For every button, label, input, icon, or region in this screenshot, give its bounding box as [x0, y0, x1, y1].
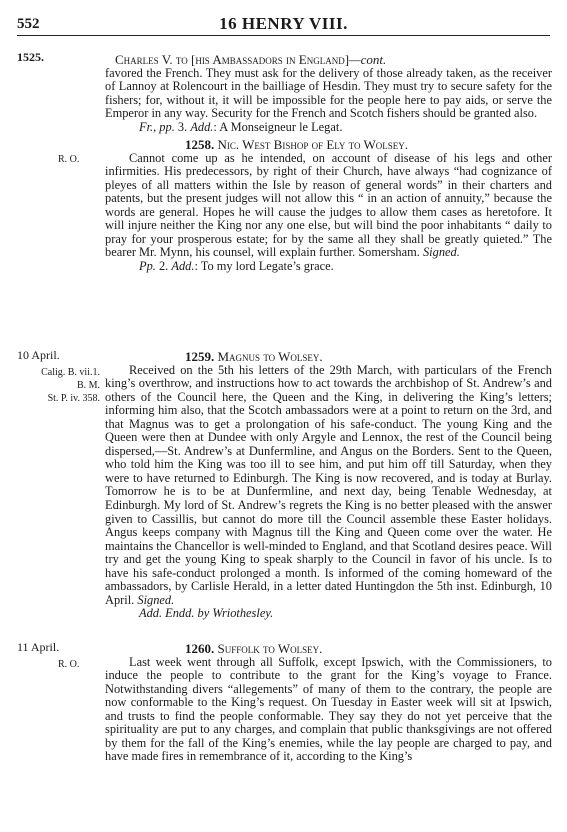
margin-source: Calig. B. vii.1.	[41, 367, 100, 378]
entry-1259	[105, 350, 552, 621]
entry-note: Add. Endd. by Wriothesley.	[139, 606, 274, 621]
entry-heading: Charles V. to [his Ambassadors in England]—cont.	[115, 52, 387, 67]
entry-body: Cannot come up as he intended, on account of disease of his legs and other infirmities. His predecessors, by right of their Church, have always “had cognizance of pleyes of all matters within the Isle by reason of general words” in their charters and patents, but the present judges will not allow this “ in an action of annuity,” because the words are general. Hopes he will cause the judges to allow them cases as heretofore. It will injure neither the King nor any one else, but will bind the poor inhabitants “ daily to pray for your prosperous estate; for by the same all they shall be greatly quieted.” The bearer Mr. Mynn, his counsel, will explain further. Somersham. Signed.	[105, 150, 552, 260]
header-rule	[17, 35, 550, 36]
page-header	[0, 10, 567, 34]
margin-source: R. O.	[58, 154, 80, 165]
entry-note: Pp. 2. Add.: To my lord Legate’s grace.	[139, 258, 334, 273]
entry-1260	[105, 642, 552, 764]
entry-body: favored the French. They must ask for the delivery of those already taken, as the receiver of Lannoy at Rolencourt in the bailliage of Hesdin. They must try to secure safety for the fishers; for, without it, it will be impossible for the people here to pay aids, or serve the Emperor in any way. Security for the French and Scotch fishers should be granted also.	[105, 65, 552, 121]
entry-note: Fr., pp. 3. Add.: A Monseigneur le Legat.	[139, 119, 343, 134]
margin-source: St. P. iv. 358.	[47, 393, 100, 404]
entry-1258	[105, 138, 552, 273]
entry-heading: 1259. Magnus to Wolsey.	[185, 349, 323, 364]
entry-body: Last week went through all Suffolk, except Ipswich, with the Commissioners, to induce the people to contribute to the grant for the King’s voyage to France. Notwithstanding divers “allegements” of many of them to the contrary, the people are now conformable to the King’s request. On Tuesday in Easter week will sit at Ipswich, and trusts to find the people conformable. They say they do not yet perceive that the spirituality are put to any charges, and complain that public thanksgivings are not offered by them for the fall of the King’s enemies, while the lay people are charged to pay, and have made fires in remembrance of it, according to the King’s	[105, 654, 552, 764]
margin-date: 11 April.	[17, 640, 60, 654]
entry-continued	[105, 53, 552, 134]
margin-source: R. O.	[58, 659, 80, 670]
margin-source: B. M.	[76, 380, 100, 391]
running-title: 16 HENRY VIII.	[219, 14, 348, 33]
entry-heading: 1258. Nic. West Bishop of Ely to Wolsey.	[185, 137, 409, 152]
margin-year: 1525.	[17, 50, 44, 64]
margin-date: 10 April.	[17, 348, 60, 362]
entry-body: Received on the 5th his letters of the 29th March, with particulars of the French king’s overthrow, and instructions how to act towards the archbishop of St. Andrew’s and others of the Council here, the Queen and the King, in delivering the King’s letters; informing him also, that the Scotch ambassadors were at a point to return on the 3rd, and that Magnus was to get a prolongation of his safe-conduct. The young King and the Queen were then at Dundee with only Argyle and Lennox, the rest of the Council being dispersed,—St. Andrew’s at Dunfermline, and Angus on the Borders. Sent to the Queen, who told him the King was too ill to see him, and put him off till Saturday, when they were to have returned to Edinburgh. The King is now recovered, and is today at Burlay. Tomorrow he is to be at Dunfermline, and next day, being Tenable Wednesday, at Edinburgh. My lord of St. Andrew’s regrets the King is no better pleased with the answer given to Cassillis, but cannot do more till the Council assemble these Easter holidays. Angus keeps company with Magnus till the King and Queen come over the water. He maintains the Chancellor is well-minded to England, and that Scotland desires peace. Will try and get the young King to speak sharply to the Council in favor of his uncle. Is to have his safe-conduct prolonged a month. Is informed of the coming homeward of the ambassadors, by Carlisle Herald, in a letter dated Huntingdon the 5th inst. Edinburgh, 10 April. Signed.	[105, 362, 552, 607]
entry-heading: 1260. Suffolk to Wolsey.	[185, 641, 323, 656]
page-number: 552	[17, 16, 40, 32]
